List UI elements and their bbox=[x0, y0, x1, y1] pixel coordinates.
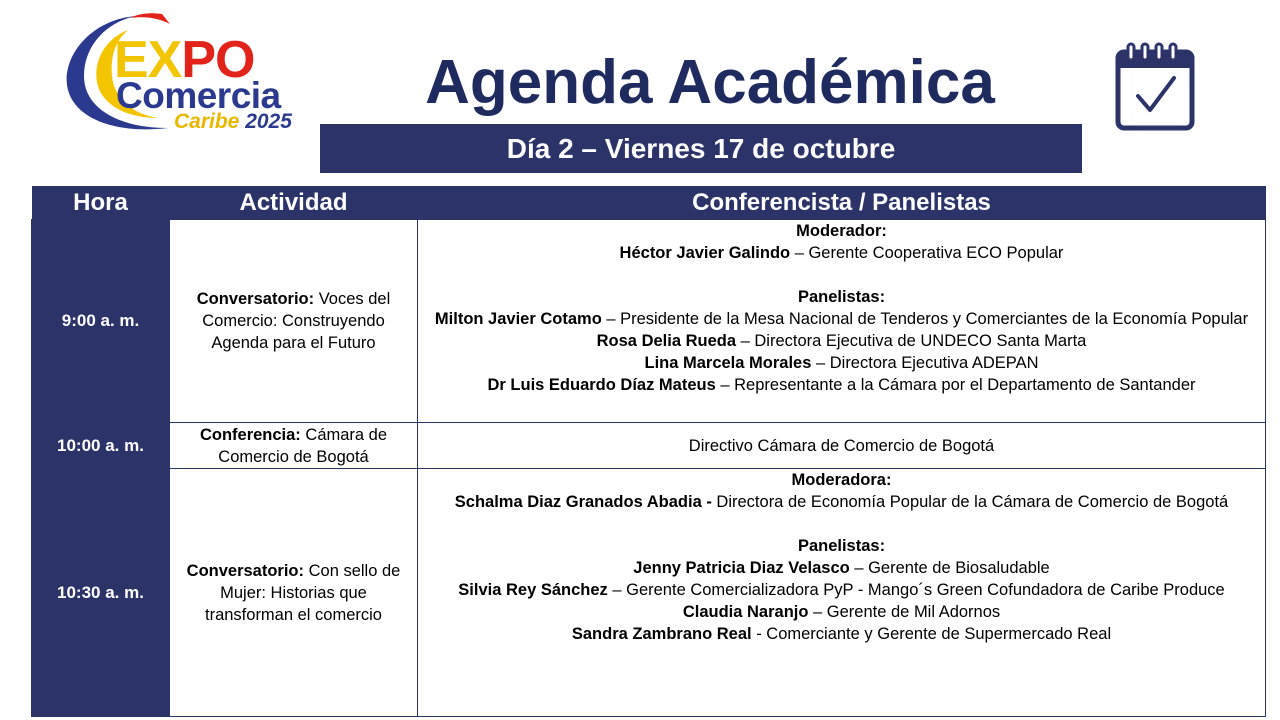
page-title: Agenda Académica bbox=[425, 48, 995, 117]
moderator-heading: Moderadora: bbox=[791, 471, 892, 489]
speakers-cell: Directivo Cámara de Comercio de Bogotá bbox=[418, 423, 1266, 469]
activity-title: Con sello de Mujer: Historias que transforman el comercio bbox=[205, 561, 401, 624]
speakers-cell bbox=[418, 220, 1266, 423]
logo-expo-text: EXPO bbox=[114, 31, 255, 89]
panelist-line: Jenny Patricia Diaz Velasco – Gerente de Biosaludable bbox=[633, 559, 1050, 577]
activity-type: Conversatorio: bbox=[186, 561, 305, 580]
panel-heading: Panelistas: bbox=[797, 288, 886, 306]
moderator-line: Schalma Diaz Granados Abadia - Directora de Economía Popular de la Cámara de Comercio de Bogotá bbox=[454, 493, 1229, 511]
column-header-hora: Hora bbox=[32, 186, 170, 220]
panelist-line: Sandra Zambrano Real - Comerciante y Gerente de Supermercado Real bbox=[571, 625, 1112, 643]
panelist-line: Dr Luis Eduardo Díaz Mateus – Representante a la Cámara por el Departamento de Santander bbox=[487, 376, 1196, 394]
speakers-cell bbox=[418, 469, 1266, 717]
table-header-row bbox=[32, 186, 1266, 220]
logo-comercia-text: Comercia bbox=[116, 75, 281, 116]
activity-type: Conversatorio: bbox=[196, 290, 315, 308]
panelist-line: Silvia Rey Sánchez – Gerente Comercializadora PyP - Mango´s Green Cofundadora de Caribe Produce bbox=[458, 581, 1225, 599]
table-row bbox=[32, 469, 1266, 717]
activity-cell bbox=[170, 423, 418, 469]
table-row bbox=[32, 423, 1266, 469]
agenda-table bbox=[31, 186, 1266, 717]
panelist-line: Milton Javier Cotamo – Presidente de la Mesa Nacional de Tenderos y Comerciantes de la Economía Popular bbox=[434, 310, 1249, 328]
moderator-line: Héctor Javier Galindo – Gerente Cooperativa ECO Popular bbox=[619, 244, 1064, 262]
hora-cell: 10:00 a. m. bbox=[32, 423, 170, 469]
activity-type: Conferencia: bbox=[199, 425, 301, 444]
table-row bbox=[32, 220, 1266, 423]
calendar-check-icon bbox=[1114, 42, 1196, 139]
column-header-conferencista: Conferencista / Panelistas bbox=[418, 186, 1266, 220]
logo-caribe-text: Caribe 2025 bbox=[174, 110, 292, 133]
panelist-line: Claudia Naranjo – Gerente de Mil Adornos bbox=[682, 603, 1001, 621]
panelist-line: Rosa Delia Rueda – Directora Ejecutiva de UNDECO Santa Marta bbox=[596, 332, 1087, 350]
panelist-line: Lina Marcela Morales – Directora Ejecutiva ADEPAN bbox=[644, 354, 1039, 372]
expo-comercia-logo bbox=[58, 10, 308, 135]
activity-cell bbox=[170, 220, 418, 423]
hora-cell: 9:00 a. m. bbox=[32, 220, 170, 423]
activity-title: Cámara de Comercio de Bogotá bbox=[218, 425, 388, 466]
activity-title: Voces del Comercio: Construyendo Agenda para el Futuro bbox=[202, 290, 391, 352]
column-header-actividad: Actividad bbox=[170, 186, 418, 220]
panel-heading: Panelistas: bbox=[797, 537, 886, 555]
hora-cell: 10:30 a. m. bbox=[32, 469, 170, 717]
day-banner: Día 2 – Viernes 17 de octubre bbox=[320, 124, 1082, 173]
moderator-heading: Moderador: bbox=[796, 222, 887, 240]
activity-cell bbox=[170, 469, 418, 717]
